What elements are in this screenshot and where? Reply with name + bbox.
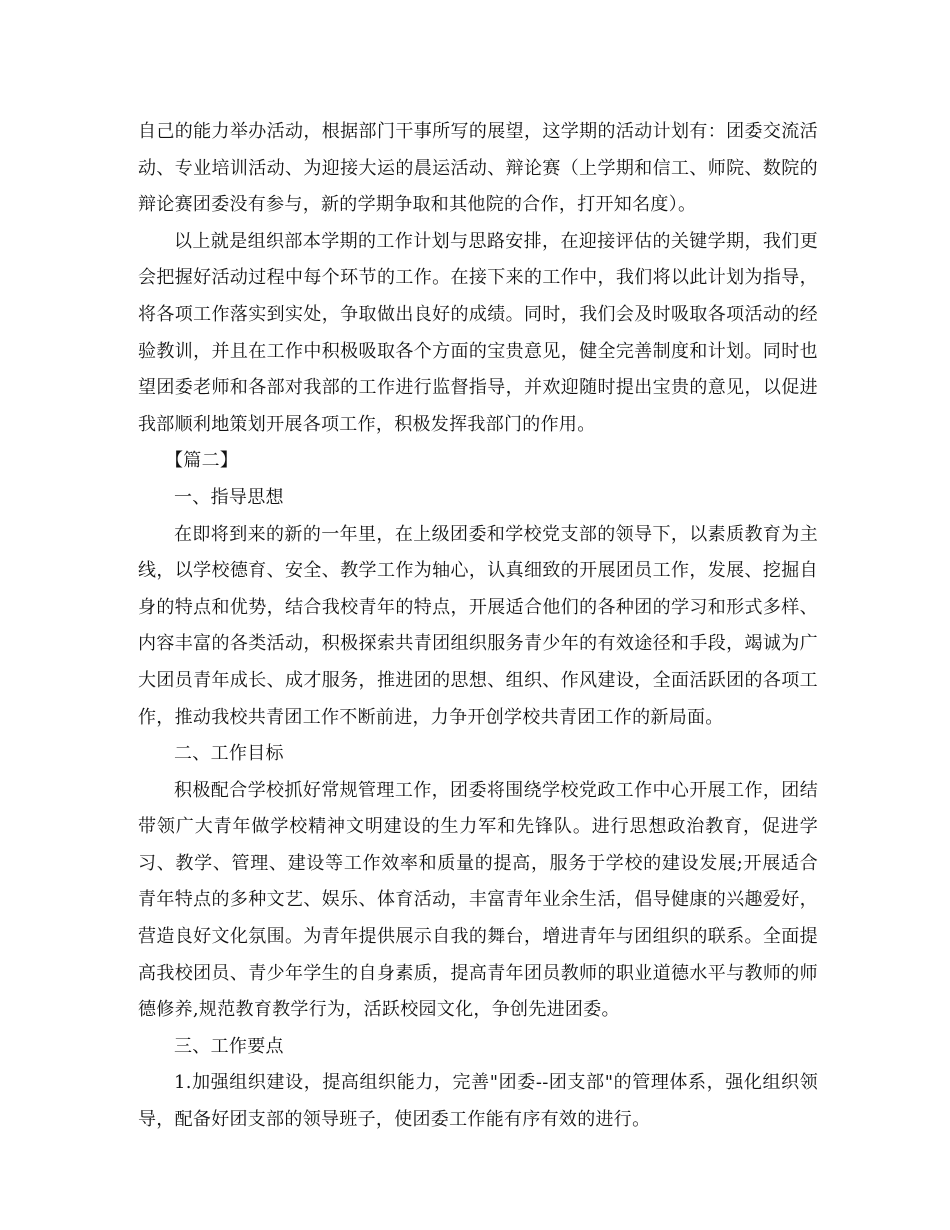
- paragraph-summary: 以上就是组织部本学期的工作计划与思路安排，在迎接评估的关键学期，我们更会把握好活动过程中每个环节的工作。在接下来的工作中，我们将以此计划为指导，将各项工作落实到实处，争取做出良好的成绩。同时，我们会及时吸取各项活动的经验教训，并且在工作中积极吸取各个方面的宝贵意见，健全完善制度和计划。同时也望团委老师和各部对我部的工作进行监督指导，并欢迎随时提出宝贵的意见，以促进我部顺利地策划开展各项工作，积极发挥我部门的作用。: [138, 230, 818, 435]
- paragraph-work-point-1: 1.加强组织建设，提高组织能力，完善"团委--团支部"的管理体系，强化组织领导，配备好团支部的领导班子，使团委工作能有序有效的进行。: [138, 1072, 818, 1131]
- heading-guiding-ideology: 一、指导思想: [174, 486, 284, 508]
- paragraph-guiding-ideology: 在即将到来的新的一年里，在上级团委和学校党支部的领导下，以素质教育为主线，以学校德育、安全、教学工作为轴心，认真细致的开展团员工作，发展、挖掘自身的特点和优势，结合我校青年的特点，开展适合他们的各种团的学习和形式多样、内容丰富的各类活动，积极探索共青团组织服务青少年的有效途径和手段，竭诚为广大团员青年成长、成才服务，推进团的思想、组织、作风建设，全面活跃团的各项工作，推动我校共青团工作不断前进，力争开创学校共青团工作的新局面。: [138, 523, 818, 728]
- heading-work-goals: 二、工作目标: [174, 743, 284, 765]
- document-body: [138, 114, 818, 1139]
- paragraph-work-goals: 积极配合学校抓好常规管理工作，团委将围绕学校党政工作中心开展工作，团结带领广大青年做学校精神文明建设的生力军和先锋队。进行思想政治教育，促进学习、教学、管理、建设等工作效率和质量的提高，服务于学校的建设发展;开展适合青年特点的多种文艺、娱乐、体育活动，丰富青年业余生活，倡导健康的兴趣爱好，营造良好文化氛围。为青年提供展示自我的舞台，增进青年与团组织的联系。全面提高我校团员、青少年学生的自身素质，提高青年团员教师的职业道德水平与教师的师德修养,规范教育教学行为，活跃校园文化，争创先进团委。: [138, 779, 818, 1021]
- heading-work-points: 三、工作要点: [174, 1035, 284, 1057]
- paragraph-activity-plan: 自己的能力举办活动，根据部门干事所写的展望，这学期的活动计划有：团委交流活动、专业培训活动、为迎接大运的晨运活动、辩论赛（上学期和信工、师院、数院的辩论赛团委没有参与，新的学期争取和其他院的合作，打开知名度）。: [138, 121, 818, 216]
- section-title-part-two: 【篇二】: [165, 450, 239, 472]
